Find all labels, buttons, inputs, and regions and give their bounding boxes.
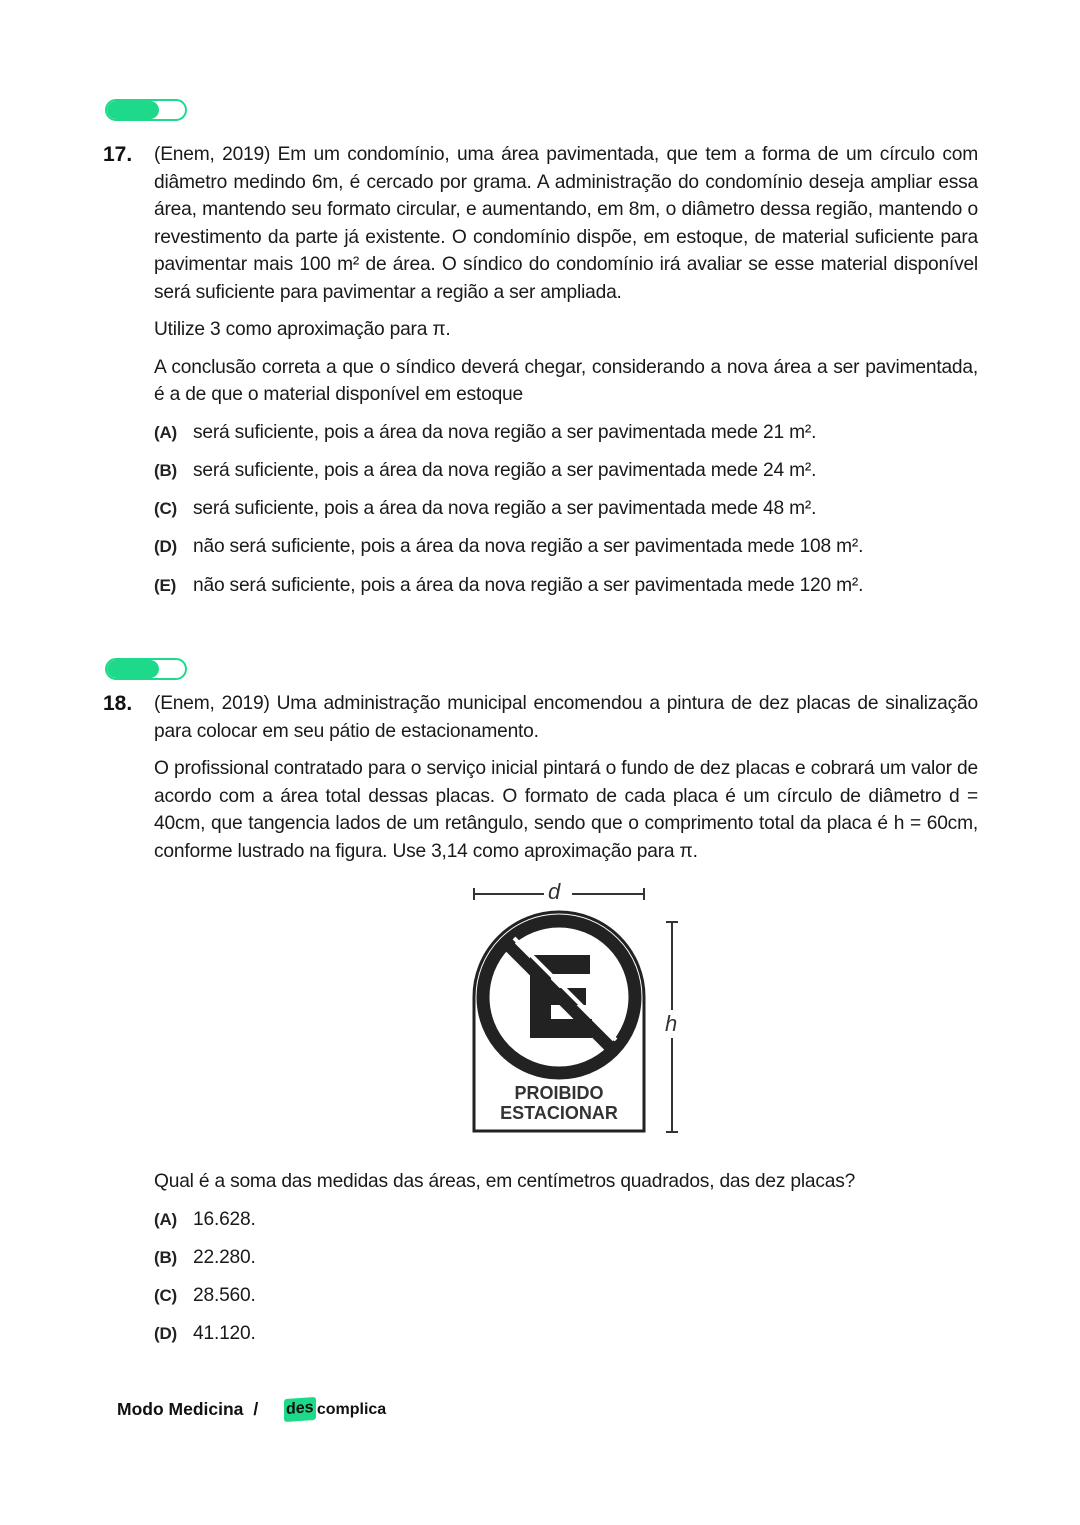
option-text: será suficiente, pois a área da nova região a ser pavimentada mede 21 m². [193, 421, 817, 443]
option-text: não será suficiente, pois a área da nova região a ser pavimentada mede 108 m². [193, 536, 864, 558]
answer-options [154, 1206, 978, 1348]
option-d[interactable] [154, 1320, 978, 1348]
option-a[interactable] [154, 1206, 978, 1234]
question-statement: (Enem, 2019) Em um condomínio, uma área pavimentada, que tem a forma de um círculo com diâmetro medindo 6m, é cercado por grama. A administração do condomínio deseja ampliar essa área, mantendo seu formato circular, e aumentando, em 8m, o diâmetro dessa região, mantendo o revestimento da parte já existente. O condomínio dispõe, em estoque, de material suficiente para pavimentar mais 100 m² de área. O síndico do condomínio irá avaliar se esse material disponível será suficiente para pavimentar a região a ser ampliada. [154, 144, 978, 303]
option-text: não será suficiente, pois a área da nova região a ser pavimentada mede 120 m². [193, 574, 864, 596]
progress-toggle-icon [105, 99, 187, 121]
footer-separator: / [253, 1399, 259, 1419]
option-letter: (D) [154, 537, 177, 557]
question-number: 17. [103, 143, 133, 166]
option-b[interactable] [154, 457, 978, 485]
answer-options [154, 419, 978, 600]
descomplica-logo [284, 1398, 386, 1421]
option-letter: (A) [154, 1209, 177, 1229]
option-text: 28.560. [193, 1285, 256, 1307]
option-letter: (C) [154, 499, 177, 519]
question-statement: (Enem, 2019) Uma administração municipal encomendou a pintura de dez placas de sinalização para colocar em seu pátio de estacionamento. [154, 693, 978, 742]
sign-text-line1: PROIBIDO [514, 1083, 604, 1103]
question-18 [103, 690, 978, 875]
option-a[interactable] [154, 419, 978, 447]
question-17 [103, 141, 978, 610]
question-number: 18. [103, 692, 133, 715]
option-b[interactable] [154, 1244, 978, 1272]
option-letter: (D) [154, 1324, 177, 1344]
no-parking-sign-figure [466, 880, 696, 1140]
option-c[interactable] [154, 1282, 978, 1310]
option-text: 22.280. [193, 1246, 256, 1268]
question-prompt: A conclusão correta a que o síndico deverá chegar, considerando a nova área a ser pavimentada, é a de que o material disponível em estoque [154, 356, 978, 405]
question-18-answers [103, 1168, 978, 1359]
question-context: O profissional contratado para o serviço inicial pintará o fundo de dez placas e cobrará um valor de acordo com a área total dessas placas. O formato de cada placa é um círculo de diâmetro d = 40cm, que tangencia lados de um retângulo, sendo que o comprimento total da placa é h = 60cm, conforme lustrado na figura. Use 3,14 como aproximação para π. [154, 758, 978, 862]
dimension-label-h: h [665, 1011, 678, 1036]
option-letter: (C) [154, 1286, 177, 1306]
logo-part-complica: complica [316, 1400, 387, 1418]
option-letter: (B) [154, 460, 177, 480]
option-text: 16.628. [193, 1208, 256, 1230]
option-c[interactable] [154, 495, 978, 523]
option-letter: (A) [154, 422, 177, 442]
option-letter: (B) [154, 1247, 177, 1267]
option-text: será suficiente, pois a área da nova região a ser pavimentada mede 24 m². [193, 459, 817, 481]
question-prompt: Qual é a soma das medidas das áreas, em centímetros quadrados, das dez placas? [154, 1171, 856, 1192]
progress-toggle-icon [105, 658, 187, 680]
sign-text-line2: ESTACIONAR [500, 1103, 618, 1123]
page-footer [117, 1398, 386, 1421]
sign-text [474, 1083, 644, 1123]
option-text: 41.120. [193, 1323, 256, 1345]
option-d[interactable] [154, 533, 978, 561]
dimension-label-d: d [548, 879, 561, 904]
footer-brand-text: Modo Medicina [117, 1399, 244, 1419]
option-letter: (E) [154, 575, 177, 595]
option-text: será suficiente, pois a área da nova região a ser pavimentada mede 48 m². [193, 498, 817, 520]
logo-part-des: des [284, 1397, 316, 1422]
option-e[interactable] [154, 572, 978, 600]
question-note: Utilize 3 como aproximação para π. [154, 319, 451, 340]
